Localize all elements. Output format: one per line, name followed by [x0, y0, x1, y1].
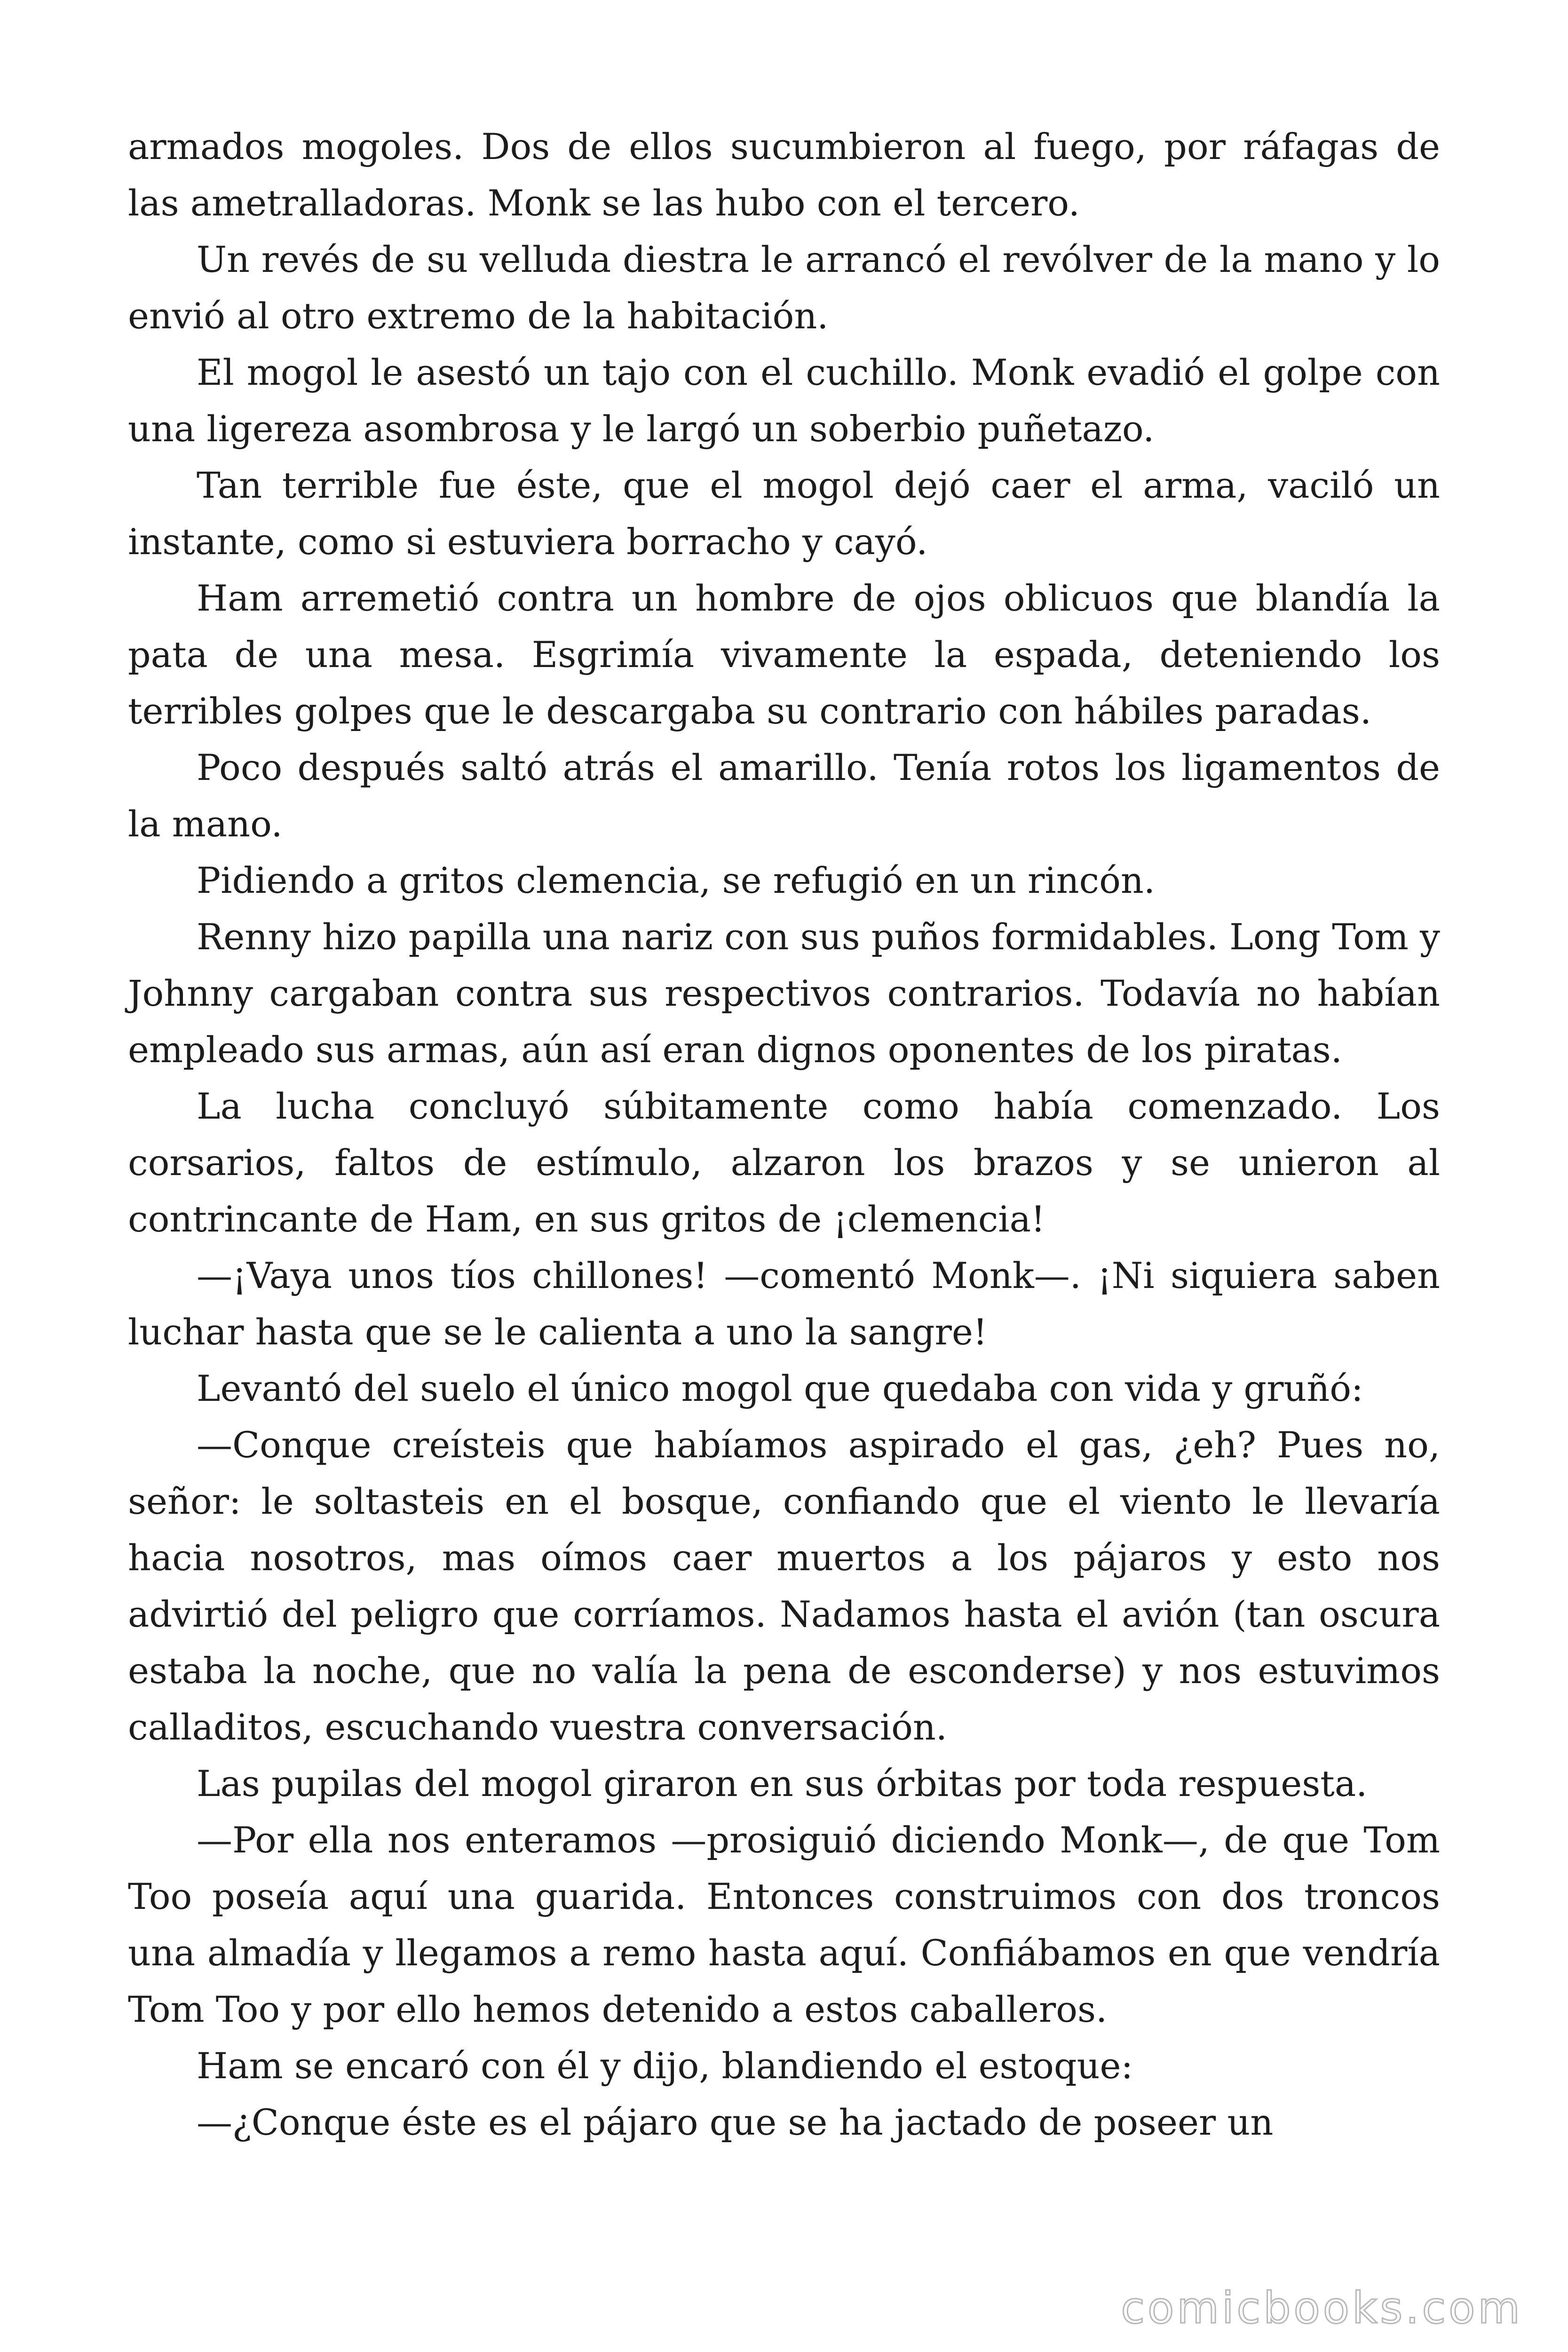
paragraph-2: Un revés de su velluda diestra le arrancó el revólver de la mano y lo envió al otro extremo de la habitación.: [128, 238, 1440, 337]
paragraph-3: El mogol le asestó un tajo con el cuchillo. Monk evadió el golpe con una ligereza asombrosa y le largó un soberbio puñetazo.: [128, 351, 1440, 450]
paragraph-13: Las pupilas del mogol giraron en sus órbitas por toda respuesta.: [197, 1763, 1368, 1804]
paragraph-8: Renny hizo papilla una nariz con sus puños formidables. Long Tom y Johnny cargaban contra sus respectivos contrarios. Todavía no habían empleado sus armas, aún así eran dignos oponentes de los piratas.: [128, 916, 1440, 1071]
paragraph-1: armados mogoles. Dos de ellos sucumbieron al fuego, por ráfagas de las ametralladoras. Monk se las hubo con el tercero.: [128, 126, 1440, 224]
paragraph-15: Ham se encaró con él y dijo, blandiendo el estoque:: [197, 2045, 1133, 2087]
paragraph-7: Pidiendo a gritos clemencia, se refugió en un rincón.: [197, 859, 1155, 901]
paragraph-14: —Por ella nos enteramos —prosiguió diciendo Monk—, de que Tom Too poseía aquí una guarida. Entonces construimos con dos troncos una almadía y llegamos a remo hasta aquí. Confiábamos en que vendría Tom Too y por ello hemos detenido a estos caballeros.: [128, 1819, 1440, 2030]
paragraph-6: Poco después saltó atrás el amarillo. Tenía rotos los ligamentos de la mano.: [128, 747, 1440, 845]
page-body: [128, 119, 1440, 2151]
paragraph-11: Levantó del suelo el único mogol que quedaba con vida y gruñó:: [197, 1367, 1363, 1409]
watermark: comicbooks.com: [1121, 2283, 1523, 2333]
paragraph-4: Tan terrible fue éste, que el mogol dejó caer el arma, vaciló un instante, como si estuviera borracho y cayó.: [128, 464, 1440, 563]
paragraph-10: —¡Vaya unos tíos chillones! —comentó Monk—. ¡Ni siquiera saben luchar hasta que se le calienta a uno la sangre!: [128, 1255, 1440, 1353]
paragraph-16: —¿Conque éste es el pájaro que se ha jactado de poseer un: [197, 2101, 1274, 2143]
paragraph-9: La lucha concluyó súbitamente como había comenzado. Los corsarios, faltos de estímulo, alzaron los brazos y se unieron al contrincante de Ham, en sus gritos de ¡clemencia!: [128, 1085, 1440, 1240]
paragraph-5: Ham arremetió contra un hombre de ojos oblicuos que blandía la pata de una mesa. Esgrimía vivamente la espada, deteniendo los terribles golpes que le descargaba su contrario con hábiles paradas.: [128, 577, 1440, 732]
paragraph-12: —Conque creísteis que habíamos aspirado el gas, ¿eh? Pues no, señor: le soltasteis en el bosque, confiando que el viento le llevaría hacia nosotros, mas oímos caer muertos a los pájaros y esto nos advirtió del peligro que corríamos. Nadamos hasta el avión (tan oscura estaba la noche, que no valía la pena de esconderse) y nos estuvimos calladitos, escuchando vuestra conversación.: [128, 1424, 1440, 1748]
